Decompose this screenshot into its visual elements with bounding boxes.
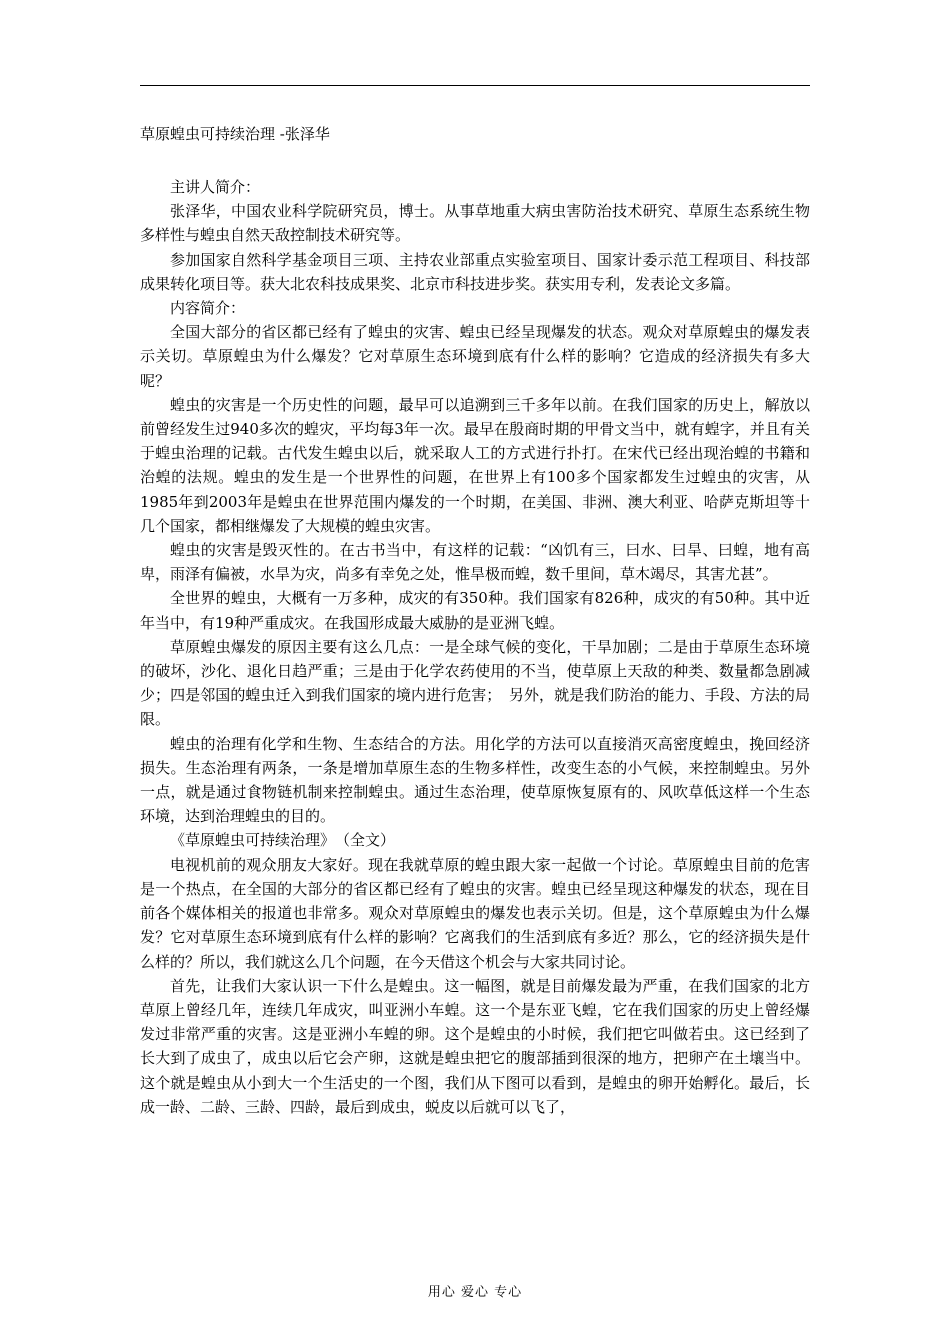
- paragraph: 张泽华，中国农业科学院研究员，博士。从事草地重大病虫害防治技术研究、草原生态系统生物多样性与蝗虫自然天敌控制技术研究等。: [140, 202, 810, 245]
- page-footer: 用心 爱心 专心: [427, 1285, 523, 1300]
- paragraph: 首先，让我们大家认识一下什么是蝗虫。这一幅图，就是目前爆发最为严重，在我们国家的北方草原上曾经几年，连续几年成灾，叫亚洲小车蝗。这一个是东亚飞蝗，它在我们国家的历史上曾经爆发过非常严重的灾害。这是亚洲小车蝗的卵。这个是蝗虫的小时候，我们把它叫做若虫。这已经到了长大到了成虫了，成虫以后它会产卵，这就是蝗虫把它的腹部插到很深的地方，把卵产在土壤当中。这个就是蝗虫从小到大一个生活史的一个图，我们从下图可以看到，是蝗虫的卵开始孵化。最后，长成一龄、二龄、三龄、四龄，最后到成虫，蜕皮以后就可以飞了，: [140, 976, 810, 1116]
- paragraph: 全世界的蝗虫，大概有一万多种，成灾的有350种。我们国家有826种，成灾的有50种。其中近年当中，有19种严重成灾。在我国形成最大威胁的是亚洲飞蝗。: [140, 589, 810, 632]
- page-title: 草原蝗虫可持续治理 -张泽华: [140, 125, 330, 143]
- paragraph: 全国大部分的省区都已经有了蝗虫的灾害、蝗虫已经呈现爆发的状态。观众对草原蝗虫的爆发表示关切。草原蝗虫为什么爆发？它对草原生态环境到底有什么样的影响？它造成的经济损失有多大呢？: [140, 323, 810, 390]
- paragraph: 蝗虫的灾害是毁灭性的。在古书当中，有这样的记载：“凶饥有三，曰水、曰旱、曰蝗，地有高卑，雨泽有偏被，水旱为灾，尚多有幸免之处，惟旱极而蝗，数千里间，草木竭尽，其害尤甚”。: [140, 541, 810, 584]
- paragraph: 蝗虫的灾害是一个历史性的问题，最早可以追溯到三千多年以前。在我们国家的历史上，解放以前曾经发生过940多次的蝗灾，平均每3年一次。最早在殷商时期的甲骨文当中，就有蝗字，并且有关于蝗虫治理的记载。古代发生蝗虫以后，就采取人工的方式进行扑打。在宋代已经出现治蝗的书籍和治蝗的法规。蝗虫的发生是一个世界性的问题，在世界上有100多个国家都发生过蝗虫的灾害，从1985年到2003年是蝗虫在世界范围内爆发的一个时期，在美国、非洲、澳大利亚、哈萨克斯坦等十几个国家，都相继爆发了大规模的蝗虫灾害。: [140, 395, 810, 535]
- paragraph: 蝗虫的治理有化学和生物、生态结合的方法。用化学的方法可以直接消灭高密度蝗虫，挽回经济损失。生态治理有两条，一条是增加草原生态的生物多样性，改变生态的小气候，来控制蝗虫。另外一点，就是通过食物链机制来控制蝗虫。通过生态治理，使草原恢复原有的、风吹草低这样一个生态环境，达到治理蝗虫的目的。: [140, 734, 810, 826]
- paragraph: 参加国家自然科学基金项目三项、主持农业部重点实验室项目、国家计委示范工程项目、科技部成果转化项目等。获大北农科技成果奖、北京市科技进步奖。获实用专利，发表论文多篇。: [140, 250, 810, 293]
- section-heading-speaker: 主讲人简介：: [170, 178, 261, 196]
- paragraph: 电视机前的观众朋友大家好。现在我就草原的蝗虫跟大家一起做一个讨论。草原蝗虫目前的危害是一个热点，在全国的大部分的省区都已经有了蝗虫的灾害。蝗虫已经呈现这种爆发的状态，现在目前各个媒体相关的报道也非常多。观众对草原蝗虫的爆发也表示关切。但是，这个草原蝗虫为什么爆发？它对草原生态环境到底有什么样的影响？它离我们的生活到底有多近？那么，它的经济损失是什么样的？所以，我们就这么几个问题，在今天借这个机会与大家共同讨论。: [140, 855, 810, 971]
- section-heading-fulltext: 《草原蝗虫可持续治理》 （全文）: [170, 831, 396, 850]
- section-heading-summary: 内容简介：: [170, 299, 246, 318]
- header-rule: [140, 85, 810, 86]
- paragraph: 草原蝗虫爆发的原因主要有这么几点：一是全球气候的变化，干旱加剧；二是由于草原生态环境的破坏，沙化、退化日趋严重；三是由于化学农药使用的不当，使草原上天敌的种类、数量都急剧减少；四是邻国的蝗虫迁入到我们国家的境内进行危害； 另外，就是我们防治的能力、手段、方法的局限。: [140, 637, 810, 729]
- document-body: [140, 175, 810, 1119]
